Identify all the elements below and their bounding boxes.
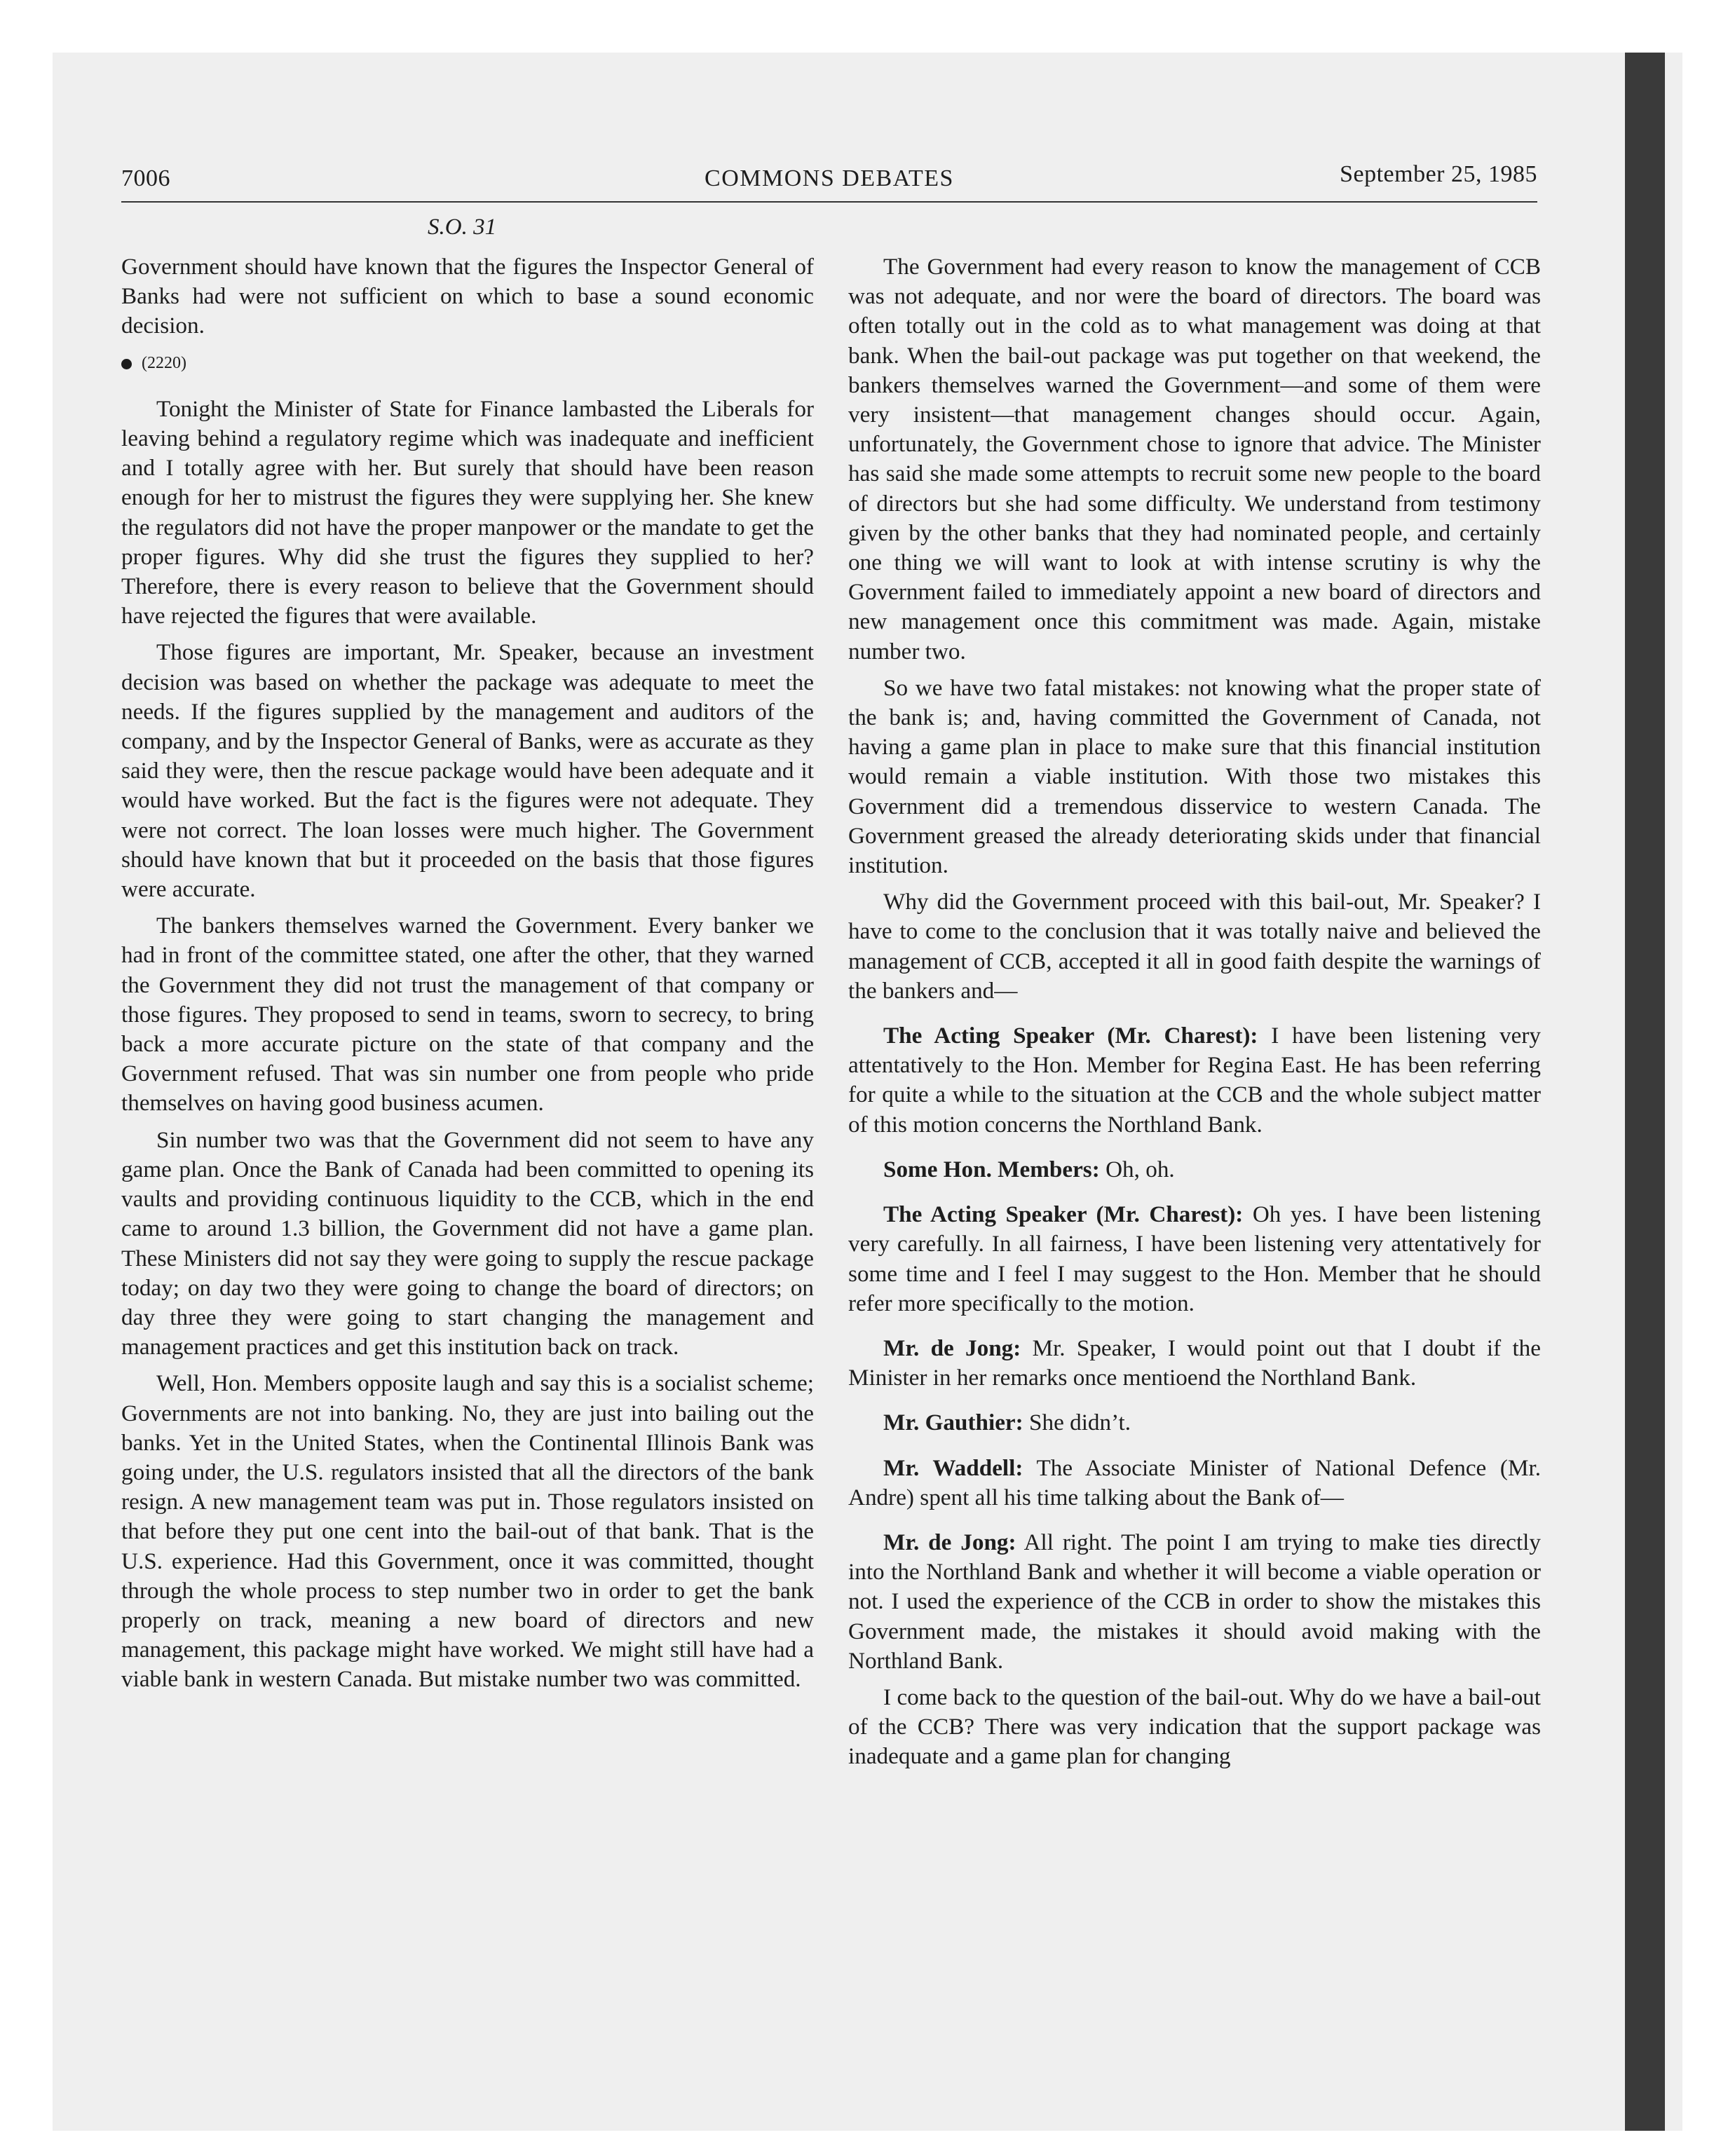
speaker-text: She didn’t. — [1023, 1410, 1131, 1436]
speaker-turn — [848, 1021, 1541, 1140]
page-header — [121, 160, 1537, 202]
speaker-name: Mr. Gauthier: — [883, 1410, 1023, 1436]
speaker-name: The Acting Speaker (Mr. Charest): — [883, 1023, 1258, 1049]
paragraph: The bankers themselves warned the Government. Every banker we had in front of the committee stated, one after the other, that they warned the Government they did not trust the management of that company or those figures. They proposed to send in teams, sworn to secrecy, to bring back a more accurate picture on the state of that company and the Government refused. That was sin number one from people who pride themselves on having good business acumen. — [121, 913, 814, 1117]
paragraph: Tonight the Minister of State for Finance lambasted the Liberals for leaving behind a regulatory regime which was inadequate and inefficient and I totally agree with her. But surely that should have been reason enough for her to mistrust the figures they were supplying her. She knew the regulators did not have the proper manpower or the mandate to get the proper figures. Why did she trust the figures they supplied to her? Therefore, there is every reason to believe that the Government should have rejected the figures that were available. — [121, 395, 814, 629]
speaker-turn — [848, 1528, 1541, 1676]
page-number: 7006 — [121, 165, 170, 191]
paragraph: Sin number two was that the Government did not seem to have any game plan. Once the Bank of Canada had been committed to opening its vaults and providing continuous liquidity to the CCB, which in the end came to around 1.3 billion, the Government did not have a game plan. These Ministers did not say they were going to supply the rescue package today; on day two they were going to change the board of directors; on day three they were going to start changing the management and management practices and get this institution back on track. — [121, 1126, 814, 1360]
paragraph: Well, Hon. Members opposite laugh and say this is a socialist scheme; Governments are not into banking. No, they are just into bailing out the banks. Yet in the United States, when the Continental Illinois Bank was going under, the U.S. regulators insisted that all the directors of the bank resign. A new management team was put in. Those regulators insisted on that before they put one cent into the bail-out of that bank. That is the U.S. experience. Had this Government, once it was committed, thought through the whole process to step number two in order to get the bank properly on track, meaning a new board of directors and new management, this package might have worked. We might still have had a viable bank in western Canada. But mistake number two was committed. — [121, 1370, 814, 1693]
speaker-name: Mr. Waddell: — [883, 1454, 1023, 1481]
paragraph: Those figures are important, Mr. Speaker, because an investment decision was based on whether the package was adequate to meet the needs. If the figures supplied by the management and auditors of the company, and by the Inspector General of Banks, were as accurate as they said they were, then the rescue package would have been adequate and it would have worked. But the fact is the figures were not adequate. They were not correct. The loan losses were much higher. The Government should have known that but it proceeded on the basis that those figures were accurate. — [121, 639, 814, 903]
publication-title: COMMONS DEBATES — [705, 165, 954, 191]
right-column — [848, 252, 1541, 1779]
speaker-name: Mr. de Jong: — [883, 1529, 1016, 1555]
paragraph: The Government had every reason to know the management of CCB was not adequate, and nor were the board of directors. The board was often totally out in the cold as to what management was doing at that bank. When the bail-out package was put together on that weekend, the bankers themselves warned the Government—and some of them were very insistent—that management changes should occur. Again, unfortunately, the Government chose to ignore that advice. The Minister has said she made some attempts to recruit some new people to the board of directors but she had some difficulty. We understand from testimony given by the other banks that they had nominated people, and certainly one thing we will want to look at with intense scrutiny is why the Government failed to immediately appoint a new board of directors and new management once this commitment was made. Again, mistake number two. — [848, 254, 1541, 664]
speaker-text: I have been listening very attentatively to the Hon. Member for Regina East. He has been referring for quite a while to the situation at the CCB and the whole subject matter of this motion concerns the Northland Bank. — [848, 1023, 1541, 1138]
speaker-name: Some Hon. Members: — [883, 1156, 1100, 1182]
speaker-turn — [848, 1155, 1541, 1185]
speaker-text: Mr. Speaker, I would point out that I doubt if the Minister in her remarks once mentioend the Northland Bank. — [848, 1335, 1541, 1391]
speaker-turn — [848, 1334, 1541, 1393]
section-label: S.O. 31 — [428, 214, 497, 240]
speaker-turn — [848, 1454, 1541, 1513]
left-column — [121, 252, 814, 1702]
paragraph: So we have two fatal mistakes: not knowing what the proper state of the bank is; and, having committed the Government of Canada, not having a game plan in place to make sure that this financial institution would remain a viable institution. With those two mistakes this Government did a tremendous disservice to western Canada. The Government greased the already deteriorating skids under that financial institution. — [848, 674, 1541, 879]
scan-edge-shadow — [1625, 53, 1665, 2131]
speaker-text: Oh yes. I have been listening very carefully. In all fairness, I have been listening very attentatively for some time and I feel I may suggest to the Hon. Member that he should refer more specifically to the motion. — [848, 1201, 1541, 1316]
speaker-text: All right. The point I am trying to make ties directly into the Northland Bank and whether it will become a viable operation or not. I used the experience of the CCB in order to show the mistakes this Government made, the mistakes it should avoid making with the Northland Bank. — [848, 1529, 1541, 1674]
speaker-text: Oh, oh. — [1099, 1156, 1175, 1182]
speaker-turn — [848, 1408, 1541, 1438]
paragraph: I come back to the question of the bail-out. Why do we have a bail-out of the CCB? There was very indication that the support package was inadequate and a game plan for changing — [848, 1684, 1541, 1770]
paragraph: Why did the Government proceed with this bail-out, Mr. Speaker? I have to come to the conclusion that it was totally naive and believed the management of CCB, accepted it all in good faith despite the warnings of the bankers and— — [848, 889, 1541, 1004]
bullet-icon — [121, 359, 132, 369]
page-date: September 25, 1985 — [1340, 161, 1537, 187]
header-rule — [121, 201, 1537, 203]
time-marker — [121, 348, 814, 378]
speaker-name: The Acting Speaker (Mr. Charest): — [883, 1201, 1244, 1228]
speaker-text: The Associate Minister of National Defence (Mr. Andre) spent all his time talking about the Bank of— — [848, 1454, 1541, 1510]
speaker-name: Mr. de Jong: — [883, 1335, 1021, 1361]
paragraph: Government should have known that the figures the Inspector General of Banks had were not sufficient on which to base a sound economic decision. — [121, 254, 814, 339]
time-marker-text: (2220) — [142, 353, 186, 372]
speaker-turn — [848, 1200, 1541, 1318]
